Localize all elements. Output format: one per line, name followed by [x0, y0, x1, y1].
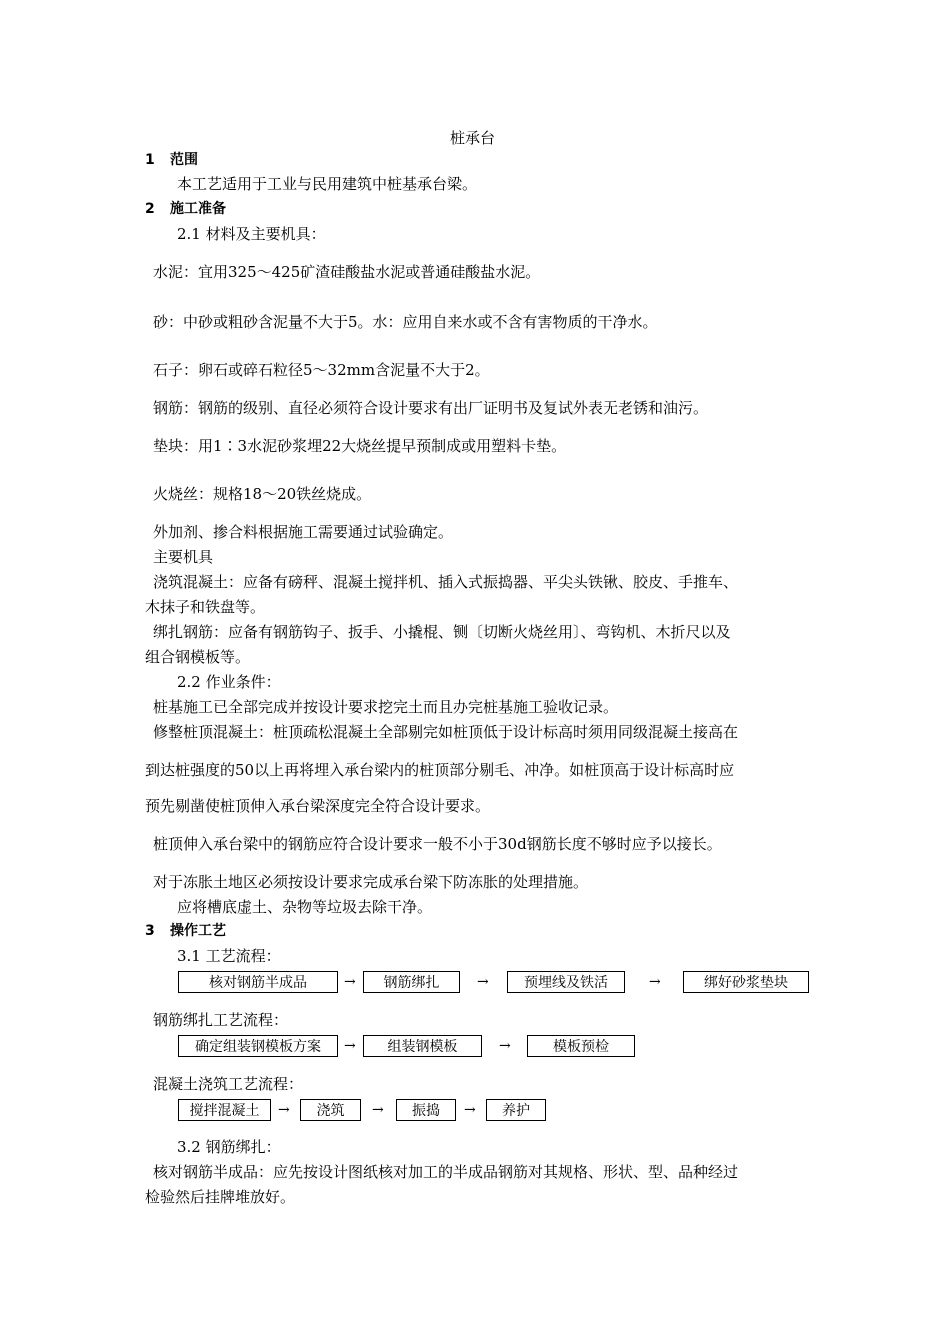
condition-2-line1: 修整桩顶混凝土：桩顶疏松混凝土全部剔完如桩顶低于设计标高时须用同级混凝土接高在: [153, 723, 739, 741]
tools-bind-line1: 绑扎钢筋：应备有钢筋钩子、扳手、小撬棍、铡〔切断火烧丝用〕、弯钩机、木折尺以及: [153, 623, 731, 641]
condition-1: 桩基施工已全部完成并按设计要求挖完土而且办完桩基施工验收记录。: [153, 698, 619, 716]
check-line1: 核对钢筋半成品：应先按设计图纸核对加工的半成品钢筋对其规格、形状、型、品种经过: [153, 1163, 739, 1181]
arrow-icon: →: [344, 974, 356, 990]
flow3-label: 混凝土浇筑工艺流程：: [153, 1075, 304, 1093]
subsection-2-1: 2.1 材料及主要机具：: [177, 225, 326, 243]
material-additive: 外加剂、掺合料根据施工需要通过试验确定。: [153, 523, 454, 541]
arrow-icon: →: [344, 1038, 356, 1054]
check-line2: 检验然后挂牌堆放好。: [145, 1188, 296, 1206]
material-sand-water: 砂：中砂或粗砂含泥量不大于5。水：应用自来水或不含有害物质的干净水。: [153, 313, 658, 331]
section-3-title: 操作工艺: [170, 923, 226, 939]
flow3-step: 搅拌混凝土: [178, 1099, 271, 1121]
condition-5: 应将槽底虚土、杂物等垃圾去除干净。: [177, 898, 433, 916]
tools-heading: 主要机具: [153, 548, 214, 566]
flow3-step: 养护: [486, 1099, 546, 1121]
condition-4: 对于冻胀土地区必须按设计要求完成承台梁下防冻胀的处理措施。: [153, 873, 589, 891]
material-stone: 石子：卵石或碎石粒径5～32mm含泥量不大于2。: [153, 361, 490, 379]
material-rebar: 钢筋：钢筋的级别、直径必须符合设计要求有出厂证明书及复试外表无老锈和油污。: [153, 399, 709, 417]
material-wire: 火烧丝：规格18～20铁丝烧成。: [153, 485, 372, 503]
arrow-icon: →: [464, 1102, 476, 1118]
material-cement: 水泥：宜用325～425矿渣硅酸盐水泥或普通硅酸盐水泥。: [153, 263, 541, 281]
flow2-label: 钢筋绑扎工艺流程：: [153, 1011, 289, 1029]
tools-pour-line2: 木抹子和铁盘等。: [145, 598, 266, 616]
flow3-step: 浇筑: [300, 1099, 361, 1121]
scope-text: 本工艺适用于工业与民用建筑中桩基承台梁。: [177, 175, 478, 193]
arrow-icon: →: [278, 1102, 290, 1118]
flow3-step: 振捣: [396, 1099, 456, 1121]
flow1-step: 绑好砂浆垫块: [683, 971, 809, 993]
flow1-step: 钢筋绑扎: [363, 971, 460, 993]
flow2-step: 确定组装钢模板方案: [178, 1035, 338, 1057]
condition-2-line2: 到达桩强度的50以上再将埋入承台梁内的桩顶部分剔毛、冲净。如桩顶高于设计标高时应: [145, 761, 735, 779]
section-2-number: 2: [145, 201, 155, 217]
condition-2-line3: 预先剔凿使桩顶伸入承台梁深度完全符合设计要求。: [145, 797, 491, 815]
arrow-icon: →: [372, 1102, 384, 1118]
flow1-step: 核对钢筋半成品: [178, 971, 338, 993]
subsection-2-2: 2.2 作业条件：: [177, 673, 281, 691]
subsection-3-2: 3.2 钢筋绑扎：: [177, 1138, 281, 1156]
flow1-step: 预埋线及铁活: [507, 971, 625, 993]
section-3-number: 3: [145, 923, 155, 939]
material-pad: 垫块：用1∶3水泥砂浆埋22大烧丝提早预制成或用塑料卡垫。: [153, 437, 567, 455]
tools-pour-line1: 浇筑混凝土：应备有磅秤、混凝土搅拌机、插入式振捣器、平尖头铁锹、胶皮、手推车、: [153, 573, 739, 591]
arrow-icon: →: [477, 974, 489, 990]
subsection-3-1: 3.1 工艺流程：: [177, 947, 281, 965]
condition-3: 桩顶伸入承台梁中的钢筋应符合设计要求一般不小于30d钢筋长度不够时应予以接长。: [153, 835, 722, 853]
section-2-title: 施工准备: [170, 201, 226, 217]
arrow-icon: →: [499, 1038, 511, 1054]
flow2-step: 模板预检: [527, 1035, 635, 1057]
tools-bind-line2: 组合钢模板等。: [145, 648, 251, 666]
arrow-icon: →: [649, 974, 661, 990]
page-title: 桩承台: [450, 129, 496, 147]
flow2-step: 组装钢模板: [363, 1035, 482, 1057]
section-1-number: 1: [145, 152, 155, 168]
section-1-title: 范围: [170, 152, 198, 168]
